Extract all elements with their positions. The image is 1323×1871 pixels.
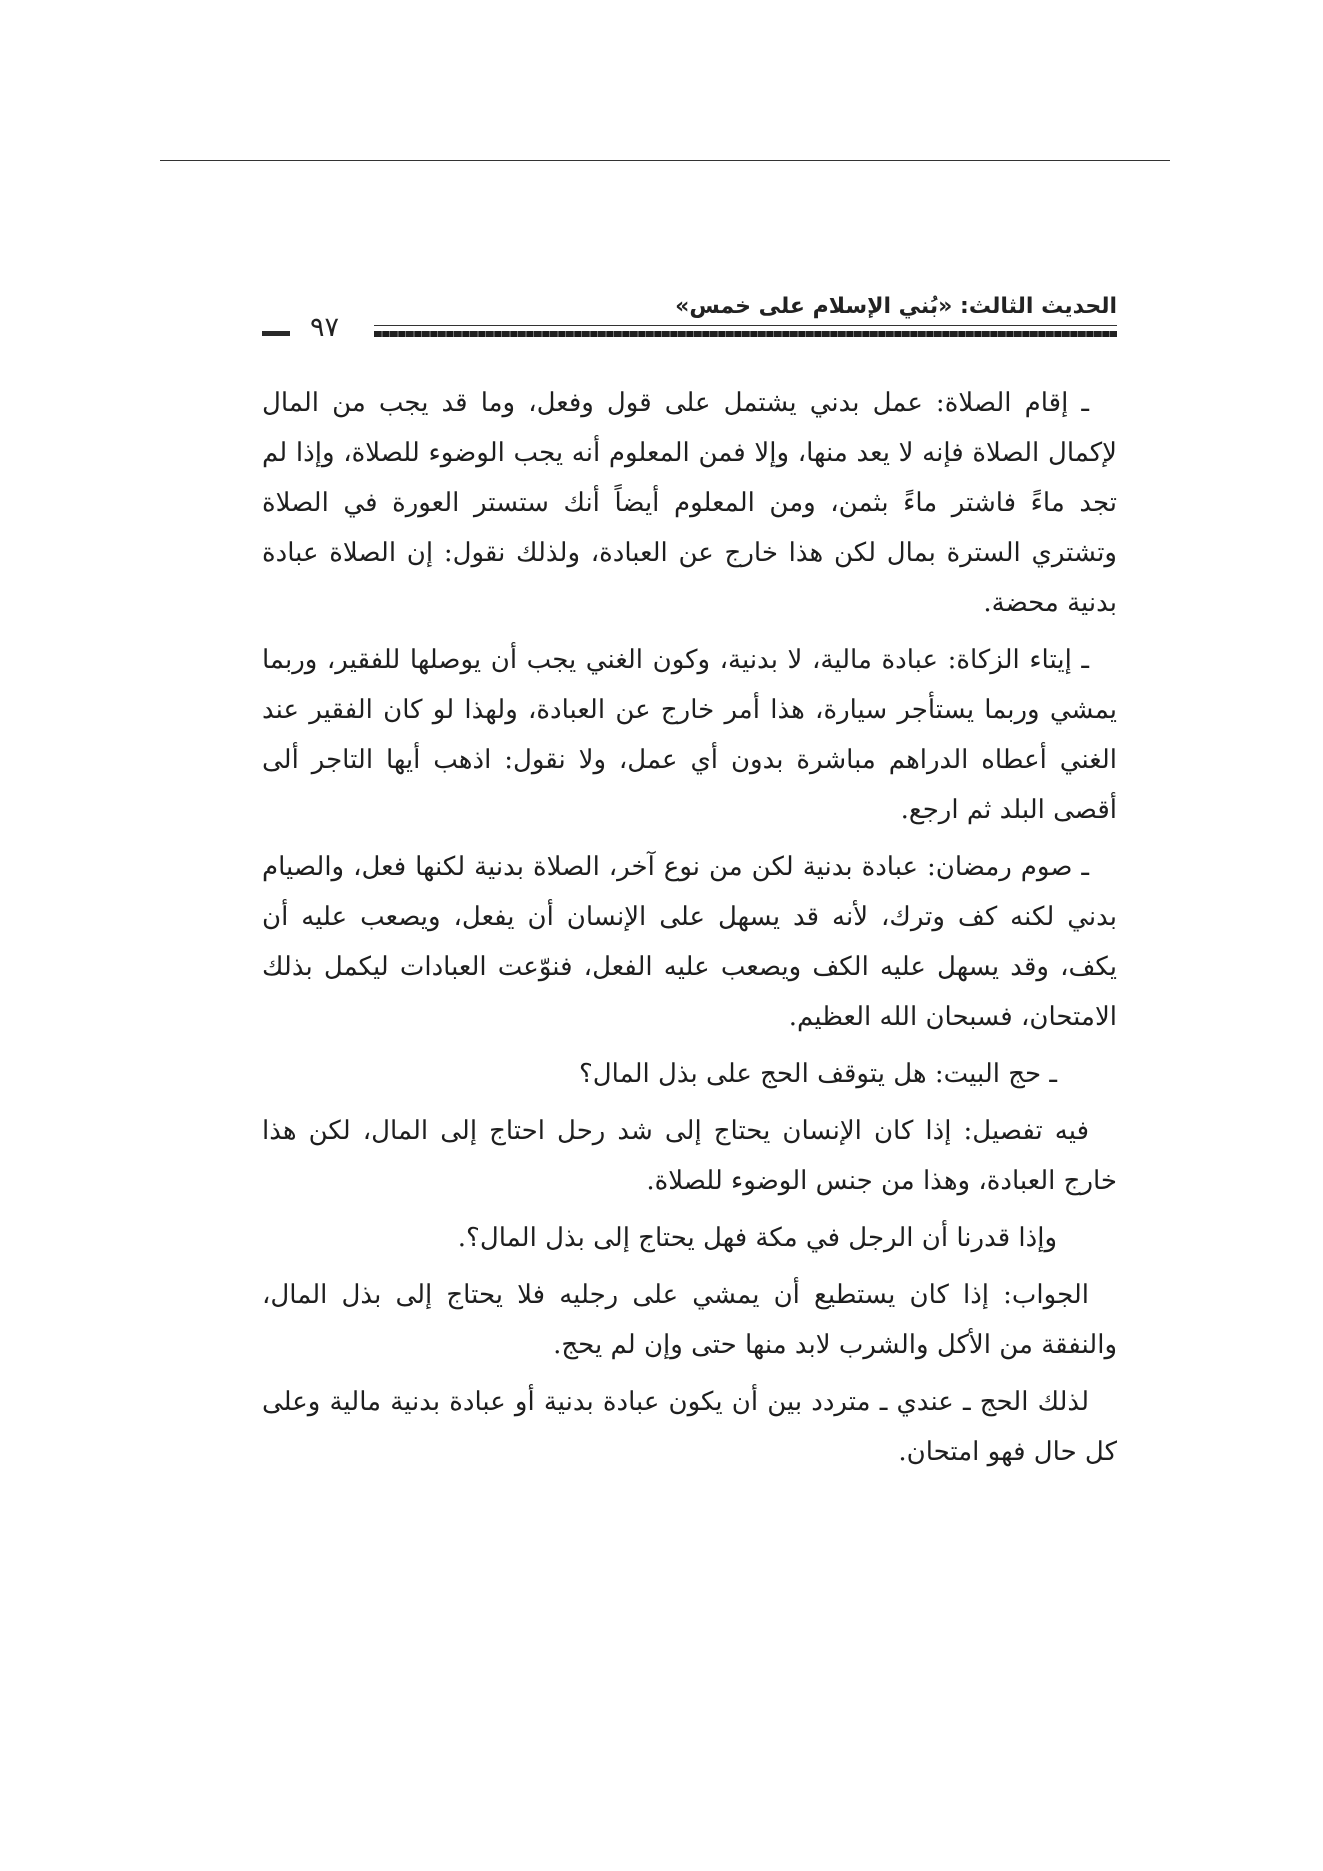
body-text — [262, 378, 1117, 1484]
paragraph-hajj-question: ـ حج البيت: هل يتوقف الحج على بذل المال؟ — [578, 1059, 1057, 1089]
header-rule-thick — [374, 331, 1117, 337]
paragraph-sawm: ـ صوم رمضان: عبادة بدنية لكن من نوع آخر، الصلاة بدنية لكنها فعل، والصيام بدني لكنه كف وترك، لأنه قد يسهل على الإنسان أن يفعل، ويصعب عليه أن يكف، وقد يسهل عليه الكف ويصعب عليه الفعل، فنوّعت العبادات ليكمل بذلك الامتحان، فسبحان الله العظيم. — [262, 852, 1117, 1032]
header-rule-thin — [374, 325, 1117, 326]
paragraph-makkah-question: وإذا قدرنا أن الرجل في مكة فهل يحتاج إلى بذل المال؟. — [457, 1223, 1057, 1253]
paragraph-salah: ـ إقام الصلاة: عمل بدني يشتمل على قول وفعل، وما قد يجب من المال لإكمال الصلاة فإنه لا يعد منها، وإلا فمن المعلوم أنه يجب الوضوء للصلاة، وإذا لم تجد ماءً فاشتر ماءً بثمن، ومن المعلوم أيضاً أنك ستستر العورة في الصلاة وتشتري السترة بمال لكن هذا خارج عن العبادة، ولذلك نقول: إن الصلاة عبادة بدنية محضة. — [262, 388, 1117, 618]
paragraph-zakah: ـ إيتاء الزكاة: عبادة مالية، لا بدنية، وكون الغني يجب أن يوصلها للفقير، وربما يمشي وربما يستأجر سيارة، هذا أمر خارج عن العبادة، ولهذا لو كان الفقير عند الغني أعطاه الدراهم مباشرة بدون أي عمل، ولا نقول: اذهب أيها التاجر ألى أقصى البلد ثم ارجع. — [262, 645, 1117, 825]
running-title: الحديث الثالث: «بُني الإسلام على خمس» — [675, 294, 1117, 319]
top-rule — [160, 160, 1170, 161]
page-number: ٩٧ — [310, 312, 340, 343]
page-number-ornament — [262, 331, 290, 336]
paragraph-answer: الجواب: إذا كان يستطيع أن يمشي على رجليه فلا يحتاج إلى بذل المال، والنفقة من الأكل والشرب لابد منها حتى وإن لم يحج. — [262, 1280, 1117, 1360]
paragraph-hajj-detail: فيه تفصيل: إذا كان الإنسان يحتاج إلى شد رحل احتاج إلى المال، لكن هذا خارج العبادة، وهذا من جنس الوضوء للصلاة. — [262, 1116, 1117, 1196]
running-header — [262, 294, 1117, 350]
paragraph-conclusion: لذلك الحج ـ عندي ـ متردد بين أن يكون عبادة بدنية أو عبادة بدنية مالية وعلى كل حال فهو امتحان. — [262, 1387, 1117, 1467]
